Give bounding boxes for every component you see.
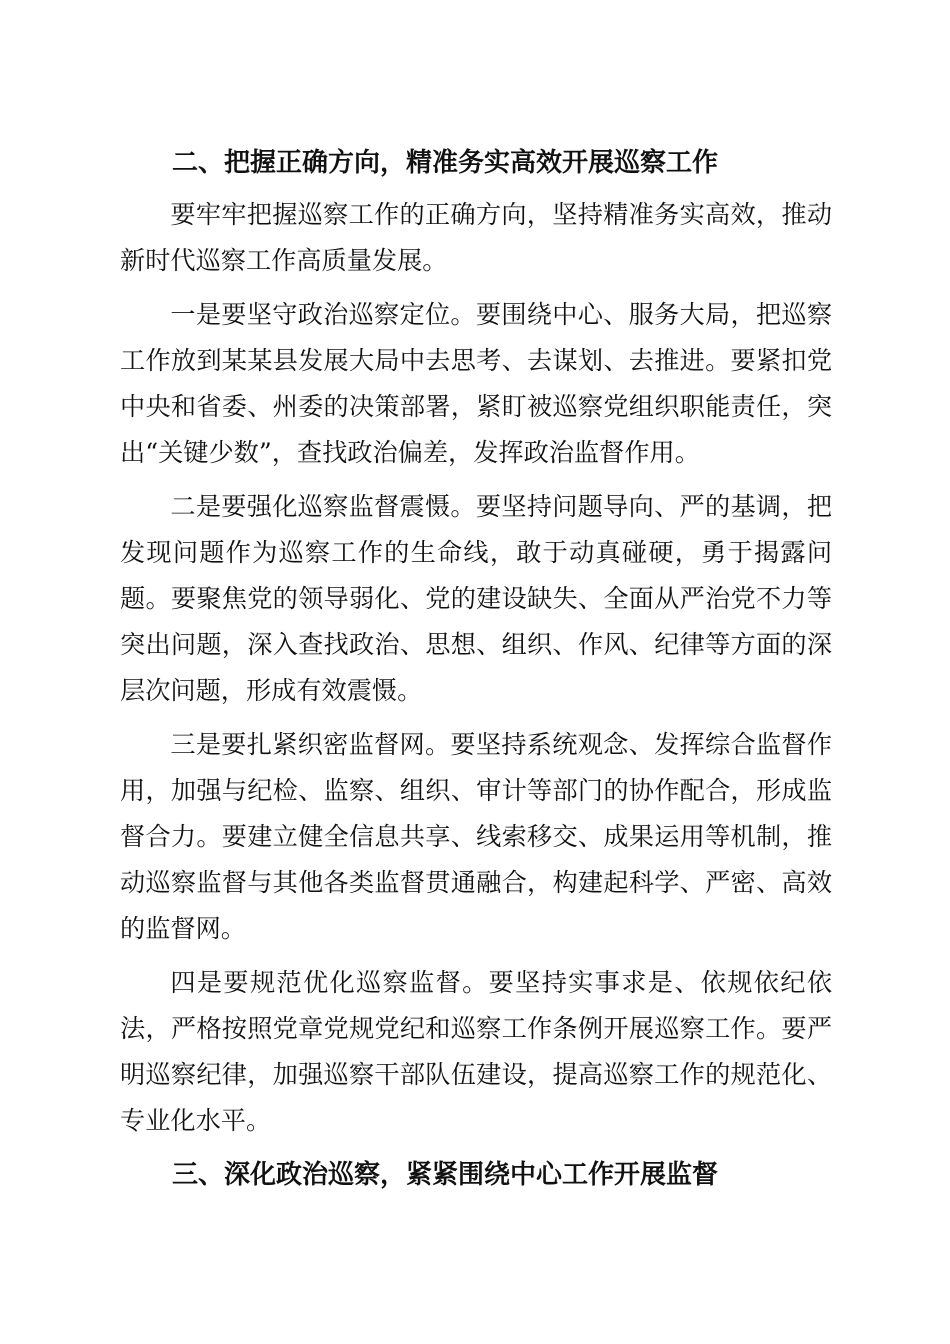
document-body xyxy=(120,140,832,1198)
point-lead-1: 一是要坚守政治巡察定位。 xyxy=(170,300,476,329)
point-paragraph-3 xyxy=(120,722,832,952)
point-paragraph-4 xyxy=(120,960,832,1144)
point-lead-4: 四是要规范优化巡察监督。 xyxy=(170,968,489,997)
point-paragraph-1 xyxy=(120,292,832,476)
point-text-2: 要坚持问题导向、严的基调，把发现问题作为巡察工作的生命线，敢于动真碰硬，勇于揭露问题。要聚焦党的领导弱化、党的建设缺失、全面从严治党不力等突出问题，深入查找政治、思想、组织、作风、纪律等方面的深层次问题，形成有效震慑。 xyxy=(120,492,833,705)
section-intro-paragraph: 要牢牢把握巡察工作的正确方向，坚持精准务实高效，推动新时代巡察工作高质量发展。 xyxy=(120,200,832,275)
section-heading-3: 三、深化政治巡察，紧紧围绕中心工作开展监督 xyxy=(172,1160,719,1190)
point-paragraph-2 xyxy=(120,484,832,714)
point-lead-3: 三是要扎紧织密监督网。 xyxy=(170,730,451,759)
point-lead-2: 二是要强化巡察监督震慑。 xyxy=(170,492,476,521)
point-text-1: 要围绕中心、服务大局，把巡察工作放到某某县发展大局中去思考、去谋划、去推进。要紧扣党中央和省委、州委的决策部署，紧盯被巡察党组织职能责任，突出“关键少数”，查找政治偏差，发挥政治监督作用。 xyxy=(120,300,833,467)
point-text-3: 要坚持系统观念、发挥综合监督作用，加强与纪检、监察、组织、审计等部门的协作配合，形成监督合力。要建立健全信息共享、线索移交、成果运用等机制，推动巡察监督与其他各类监督贯通融合，构建起科学、严密、高效的监督网。 xyxy=(120,730,833,943)
section-heading-2: 二、把握正确方向，精准务实高效开展巡察工作 xyxy=(172,148,719,178)
point-text-4: 要坚持实事求是、依规依纪依法，严格按照党章党规党纪和巡察工作条例开展巡察工作。要严明巡察纪律，加强巡察干部队伍建设，提高巡察工作的规范化、专业化水平。 xyxy=(120,968,833,1135)
